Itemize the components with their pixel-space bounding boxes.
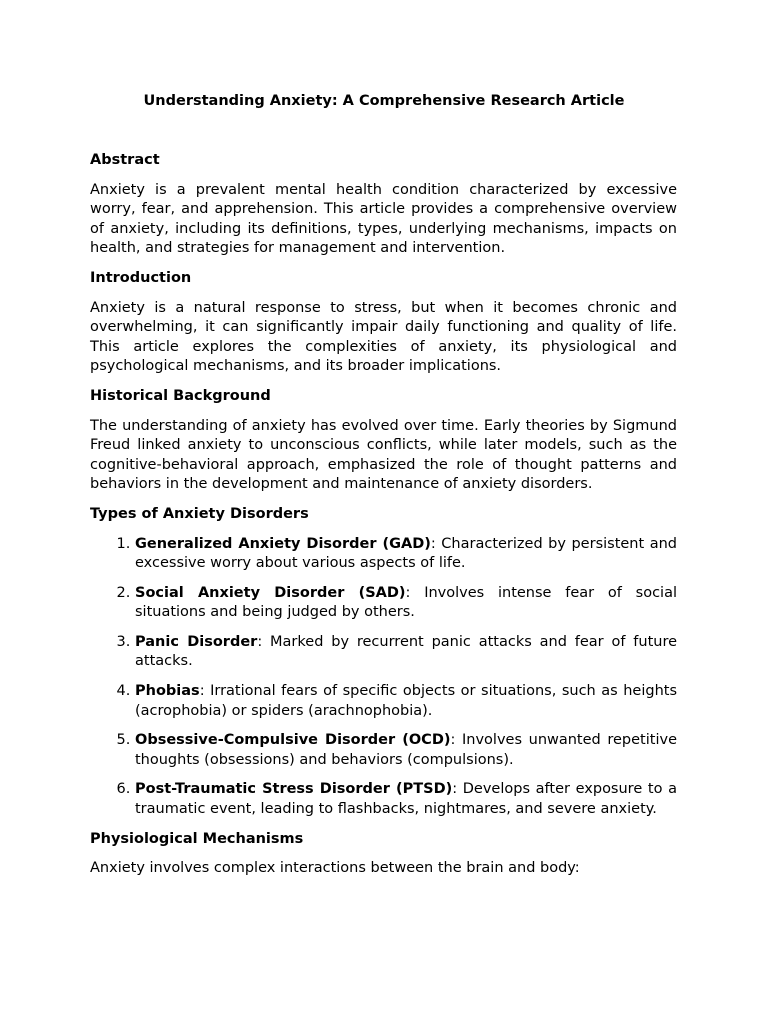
list-item (135, 633, 677, 672)
list-item (135, 584, 677, 623)
list-item-term: Panic Disorder (135, 633, 258, 650)
abstract-paragraph: Anxiety is a prevalent mental health condition characterized by excessive worry, fear, and apprehension. This article provides a comprehensive overview of anxiety, including its definitions, types, underlying mechanisms, impacts on health, and strategies for management and intervention. (90, 181, 677, 257)
introduction-section (90, 269, 677, 377)
list-item (135, 731, 677, 770)
abstract-heading: Abstract (90, 152, 160, 168)
list-item (135, 780, 677, 819)
document-body (90, 151, 677, 889)
introduction-paragraph: Anxiety is a natural response to stress, but when it becomes chronic and overwhelming, it can significantly impair daily functioning and quality of life. This article explores the complexities of anxiety, its physiological and psychological mechanisms, and its broader implications. (90, 299, 677, 375)
list-item-term: Obsessive-Compulsive Disorder (OCD) (135, 732, 451, 749)
physiological-section (90, 830, 677, 879)
physiological-heading: Physiological Mechanisms (90, 830, 304, 847)
list-item-term: Phobias (135, 683, 200, 700)
list-item-description: : Irrational fears of specific objects or situations, such as heights (acrophobia) or spiders (arachnophobia). (135, 683, 677, 719)
physiological-paragraph: Anxiety involves complex interactions between the brain and body: (90, 860, 580, 877)
historical-section (90, 387, 677, 495)
list-item-term: Post-Traumatic Stress Disorder (PTSD) (135, 781, 453, 798)
list-item-term: Generalized Anxiety Disorder (GAD) (135, 535, 431, 552)
list-item-description: : Involves intense fear of social situations and being judged by others. (135, 584, 677, 621)
historical-heading: Historical Background (90, 387, 271, 404)
list-item-description: : Marked by recurrent panic attacks and fear of future attacks. (135, 633, 678, 670)
list-item-description: : Involves unwanted repetitive thoughts (obsessions) and behaviors (compulsions). (135, 732, 677, 768)
types-list (90, 535, 677, 820)
list-item-description: : Develops after exposure to a traumatic event, leading to flashbacks, nightmares, and severe anxiety. (135, 781, 677, 818)
list-item (135, 535, 677, 574)
introduction-heading: Introduction (90, 269, 192, 286)
list-item (135, 682, 677, 721)
types-heading: Types of Anxiety Disorders (90, 505, 309, 522)
abstract-section (90, 151, 677, 259)
list-item-term: Social Anxiety Disorder (SAD) (135, 584, 406, 601)
historical-paragraph: The understanding of anxiety has evolved over time. Early theories by Sigmund Freud linked anxiety to unconscious conflicts, while later models, such as the cognitive-behavioral approach, emphasized the role of thought patterns and behaviors in the development and maintenance of anxiety disorders. (90, 417, 677, 493)
types-section (90, 505, 677, 820)
document-title: Understanding Anxiety: A Comprehensive Research Article (143, 93, 625, 109)
list-item-description: : Characterized by persistent and excessive worry about various aspects of life. (135, 535, 677, 572)
